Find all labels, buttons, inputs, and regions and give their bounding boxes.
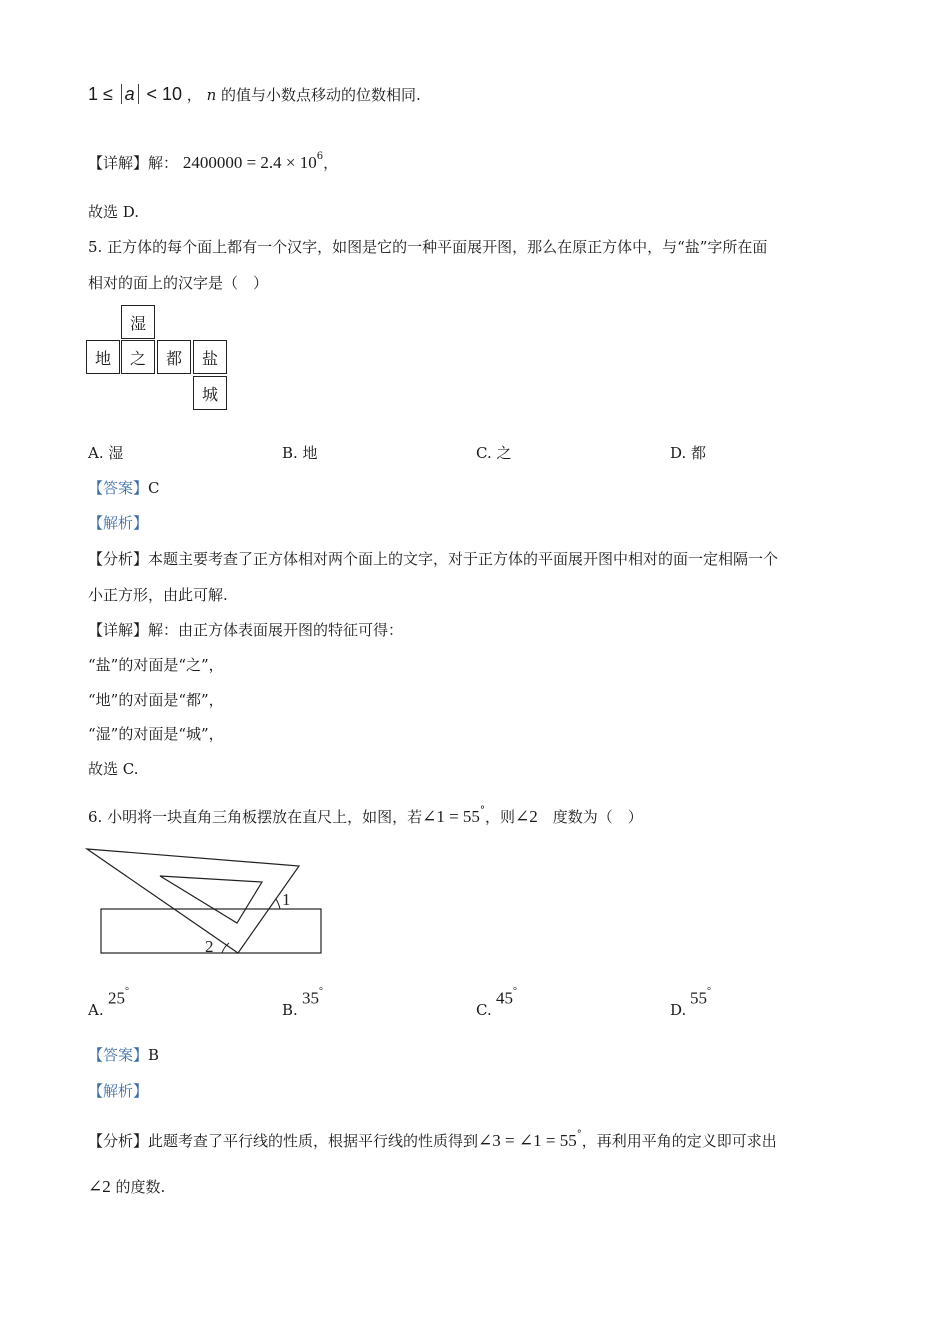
q6-answer bbox=[88, 1045, 159, 1065]
fenxi-text-b: ，再利用平角的定义即可求出 bbox=[581, 1132, 777, 1150]
ineq-abs-a: a bbox=[121, 84, 139, 104]
answer-label: 【答案】 bbox=[88, 479, 149, 497]
q5-detail-3: “湿”的对面是“城”， bbox=[88, 725, 224, 743]
q5-line2: 相对的面上的汉字是（ ） bbox=[88, 274, 269, 292]
detail-text: 解：由正方体表面展开图的特征可得： bbox=[148, 621, 404, 639]
q6-option-a-value: 25° bbox=[108, 986, 129, 1008]
q5-line1: 5. 正方体的每个面上都有一个汉字，如图是它的一种平面展开图，那么在原正方体中，与“盐”字所在面 bbox=[88, 238, 768, 256]
triangle-inner bbox=[160, 876, 262, 923]
q5-analysis-label: 【解析】 bbox=[88, 514, 149, 532]
fenxi-text: 本题主要考查了正方体相对两个面上的文字，对于正方体的平面展开图中相对的面一定相隔一个 bbox=[148, 550, 779, 568]
var-n: n bbox=[206, 86, 217, 104]
fenxi-line2-text: 的度数. bbox=[110, 1178, 166, 1196]
angle-label-1: 1 bbox=[282, 890, 291, 909]
detail-tail: ， bbox=[323, 154, 339, 172]
q6-prefix: 6. 小明将一块直角三角板摆放在直尺上，如图，若 bbox=[88, 808, 423, 826]
detail-jie: 解： bbox=[148, 154, 179, 172]
net-cell-2: 之 bbox=[121, 340, 155, 374]
q5-detail-1: “盐”的对面是“之”， bbox=[88, 656, 224, 674]
q6-option-b-value: 35° bbox=[302, 986, 323, 1008]
q5-choose: 故选 C. bbox=[88, 760, 139, 778]
choose-d: 故选 D. bbox=[88, 203, 140, 221]
q6-mid: ，则 bbox=[484, 808, 515, 826]
net-cell-top: 湿 bbox=[121, 305, 155, 339]
fenxi-formula: ∠3 = ∠1 = 55 bbox=[478, 1131, 577, 1150]
q6-option-b-letter: B. bbox=[282, 1001, 298, 1019]
net-cell-1: 地 bbox=[86, 340, 120, 374]
q6-option-d-letter: D. bbox=[670, 1001, 687, 1019]
q5-option-b: B. 地 bbox=[282, 444, 318, 462]
net-cell-3: 都 bbox=[157, 340, 191, 374]
q6-option-c-letter: C. bbox=[476, 1001, 492, 1019]
q5-option-c: C. 之 bbox=[476, 444, 512, 462]
fenxi-angle2: ∠2 bbox=[88, 1177, 111, 1196]
fenxi-text-a: 此题考查了平行线的性质，根据平行线的性质得到 bbox=[148, 1132, 479, 1150]
angle-1-arc bbox=[276, 899, 280, 909]
q6-fenxi-line2 bbox=[88, 1177, 165, 1197]
answer-value: C bbox=[148, 479, 160, 497]
ineq-right: < 10 bbox=[146, 84, 183, 104]
q5-option-d: D. 都 bbox=[670, 444, 707, 462]
detail-label: 【详解】 bbox=[88, 154, 149, 172]
ineq-left: 1 ≤ bbox=[88, 84, 113, 104]
q6-option-a-letter: A. bbox=[88, 1001, 104, 1019]
detail-label: 【详解】 bbox=[88, 621, 149, 639]
q5-option-a: A. 湿 bbox=[88, 444, 124, 462]
fenxi-label: 【分析】 bbox=[88, 1132, 149, 1150]
q5-detail-2: “地”的对面是“都”， bbox=[88, 691, 224, 709]
q6-fenxi-line1: 【分析】此题考查了平行线的性质，根据平行线的性质得到∠3 = ∠1 = 55°，再利用平角的定义即可求出 bbox=[88, 1129, 777, 1150]
answer-value: B bbox=[148, 1046, 160, 1064]
detail-exponent: 6 bbox=[316, 151, 324, 162]
detail-formula: 2400000 = 2.4 × 10 bbox=[182, 153, 317, 172]
range-text: 的值与小数点移动的位数相同. bbox=[221, 86, 421, 104]
q6-option-c-value: 45° bbox=[496, 986, 517, 1008]
q6-degree: ° bbox=[479, 805, 485, 816]
q6-analysis-label: 【解析】 bbox=[88, 1082, 149, 1100]
q5-fenxi-line2: 小正方形，由此可解. bbox=[88, 586, 228, 604]
q6-option-d-value: 55° bbox=[690, 986, 711, 1008]
net-cell-4: 盐 bbox=[193, 340, 227, 374]
answer-label: 【答案】 bbox=[88, 1046, 149, 1064]
q6-angle2: ∠2 bbox=[514, 807, 538, 826]
q6-angle1: ∠1 = 55 bbox=[422, 807, 480, 826]
comma: ， bbox=[186, 86, 202, 104]
net-cell-bottom: 城 bbox=[193, 376, 227, 410]
angle-label-2: 2 bbox=[205, 937, 214, 956]
fenxi-label: 【分析】 bbox=[88, 550, 149, 568]
triangle-outer bbox=[87, 849, 299, 953]
q6-suffix: 度数为（ ） bbox=[537, 808, 643, 826]
